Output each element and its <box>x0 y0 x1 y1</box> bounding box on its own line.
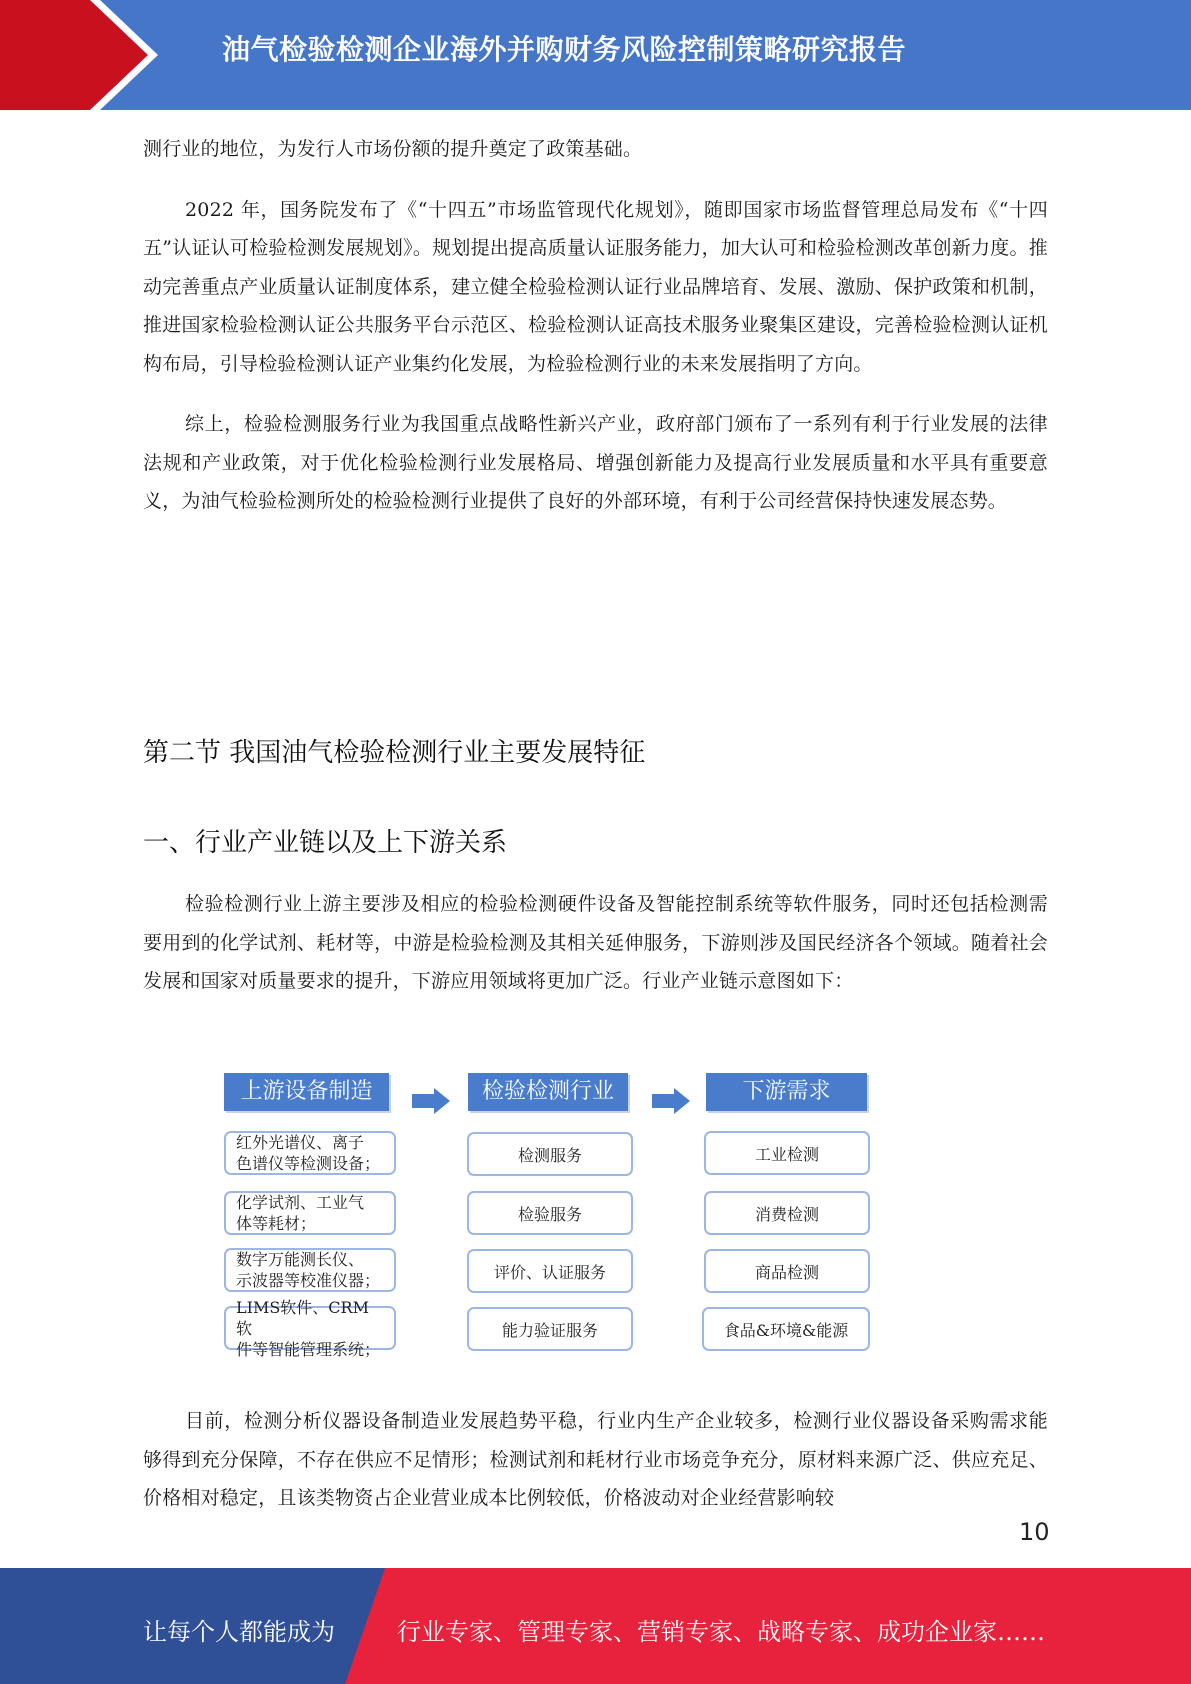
paragraph-continued: 测行业的地位，为发行人市场份额的提升奠定了政策基础。 <box>143 138 643 160</box>
upstream-item <box>224 1248 396 1292</box>
body-text <box>143 130 1048 521</box>
downstream-item: 商品检测 <box>704 1249 870 1293</box>
footer-slogan-roles: 行业专家、管理专家、营销专家、战略专家、成功企业家…… <box>397 1618 1045 1646</box>
page-number: 10 <box>1019 1518 1050 1546</box>
upstream-item-line: 体等耗材； <box>236 1214 317 1233</box>
upstream-item-line: 化学试剂、工业气 <box>236 1193 365 1212</box>
upstream-item-line: 色谱仪等检测设备； <box>236 1154 381 1173</box>
subsection-title: 一、行业产业链以及上下游关系 <box>143 828 508 858</box>
midstream-item: 能力验证服务 <box>467 1307 633 1351</box>
page-footer <box>0 1568 1191 1684</box>
midstream-item: 检验服务 <box>467 1191 633 1235</box>
paragraph-industry-chain: 检验检测行业上游主要涉及相应的检验检测硬件设备及智能控制系统等软件服务，同时还包括检测需要用到的化学试剂、耗材等，中游是检验检测及其相关延伸服务，下游则涉及国民经济各个领域。随着社会发展和国家对质量要求的提升，下游应用领域将更加广泛。行业产业链示意图如下： <box>143 893 1048 992</box>
upstream-item <box>224 1131 396 1175</box>
arrow-right-icon <box>412 1088 452 1114</box>
upstream-item <box>224 1191 396 1235</box>
paragraph-upstream-supply: 目前，检测分析仪器设备制造业发展趋势平稳，行业内生产企业较多，检测行业仪器设备采购需求能够得到充分保障，不存在供应不足情形；检测试剂和耗材行业市场竞争充分，原材料来源广泛、供应充足、价格相对稳定，且该类物资占企业营业成本比例较低，价格波动对企业经营影响较 <box>143 1410 1048 1509</box>
midstream-item: 评价、认证服务 <box>467 1249 633 1293</box>
downstream-item: 消费检测 <box>704 1191 870 1235</box>
midstream-header: 检验检测行业 <box>468 1073 628 1111</box>
upstream-item-line: 示波器等校准仪器； <box>236 1271 381 1290</box>
upstream-item-line: 件等智能管理系统； <box>236 1339 381 1359</box>
upstream-item-line: 红外光谱仪、离子 <box>236 1133 365 1152</box>
chain-text <box>143 885 1048 1001</box>
upstream-item-line: LIMS软件、CRM软 <box>236 1297 369 1338</box>
downstream-item: 食品&环境&能源 <box>702 1307 870 1351</box>
paragraph-summary: 综上，检验检测服务行业为我国重点战略性新兴产业，政府部门颁布了一系列有利于行业发展的法律法规和产业政策，对于优化检验检测行业发展格局、增强创新能力及提高行业发展质量和水平具有重要意义，为油气检验检测所处的检验检测行业提供了良好的外部环境，有利于公司经营保持快速发展态势。 <box>143 413 1048 512</box>
footer-slogan-lead: 让每个人都能成为 <box>143 1618 335 1646</box>
upstream-item <box>224 1297 396 1359</box>
arrow-right-icon <box>652 1088 692 1114</box>
downstream-header: 下游需求 <box>706 1073 867 1111</box>
section-title: 第二节 我国油气检验检测行业主要发展特征 <box>143 738 646 768</box>
upstream-item-line: 数字万能测长仪、 <box>236 1250 365 1269</box>
page-header <box>0 0 1191 110</box>
report-title: 油气检验检测企业海外并购财务风险控制策略研究报告 <box>222 33 907 66</box>
downstream-item: 工业检测 <box>704 1131 870 1175</box>
paragraph-policy-2022: 2022 年，国务院发布了《“十四五”市场监管现代化规划》，随即国家市场监督管理总局发布《“十四五”认证认可检验检测发展规划》。规划提出提高质量认证服务能力，加大认可和检验检测改革创新力度。推动完善重点产业质量认证制度体系，建立健全检验检测认证行业品牌培育、发展、激励、保护政策和机制，推进国家检验检测认证公共服务平台示范区、检验检测认证高技术服务业聚集区建设，完善检验检测认证机构布局，引导检验检测认证产业集约化发展，为检验检测行业的未来发展指明了方向。 <box>143 198 1048 375</box>
closing-text <box>143 1402 1048 1518</box>
midstream-item: 检测服务 <box>467 1132 633 1176</box>
upstream-header: 上游设备制造 <box>224 1073 389 1111</box>
header-ribbon-arrow <box>0 0 160 110</box>
